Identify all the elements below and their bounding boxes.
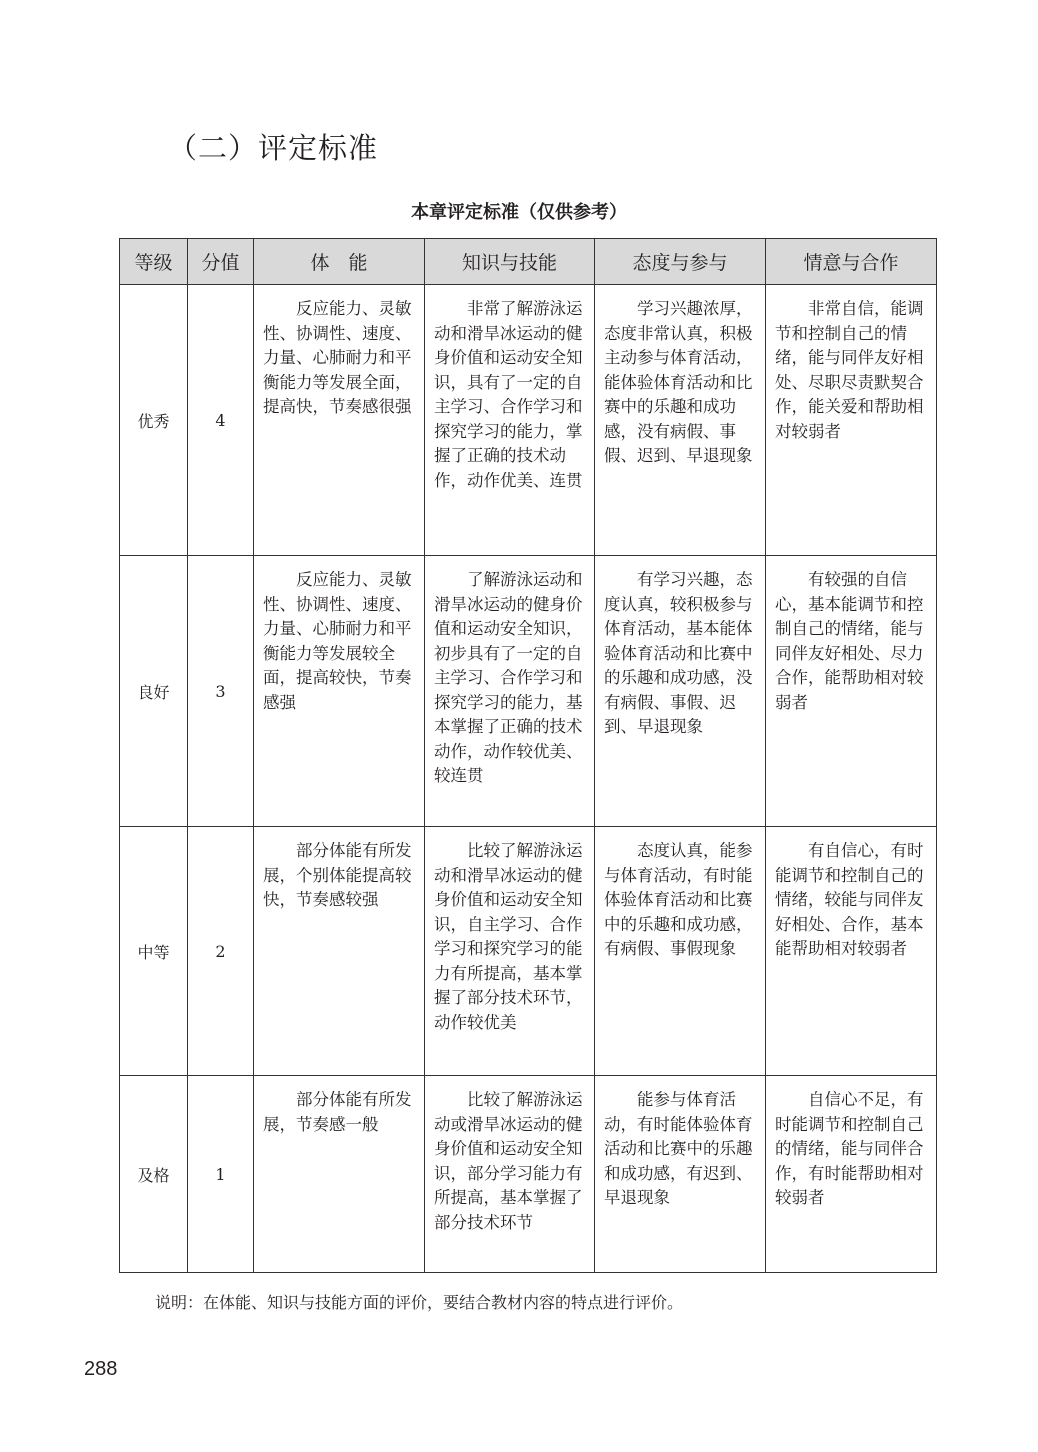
table-row xyxy=(120,556,937,827)
level-cell: 中等 xyxy=(120,827,188,1076)
emotion-cell: 有较强的自信心，基本能调节和控制自己的情绪，能与同伴友好相处、尽力合作，能帮助相对较弱者 xyxy=(766,556,937,827)
physical-cell: 部分体能有所发展，节奏感一般 xyxy=(254,1076,425,1273)
attitude-cell: 能参与体育活动，有时能体验体育活动和比赛中的乐趣和成功感，有迟到、早退现象 xyxy=(595,1076,766,1273)
knowledge-cell: 比较了解游泳运动或滑旱冰运动的健身价值和运动安全知识，部分学习能力有所提高，基本掌握了部分技术环节 xyxy=(425,1076,595,1273)
attitude-cell: 有学习兴趣，态度认真，较积极参与体育活动，基本能体验体育活动和比赛中的乐趣和成功感，没有病假、事假、迟到、早退现象 xyxy=(595,556,766,827)
header-attitude: 态度与参与 xyxy=(595,239,766,285)
physical-cell: 部分体能有所发展，个别体能提高较快，节奏感较强 xyxy=(254,827,425,1076)
table-row xyxy=(120,285,937,556)
score-cell: 1 xyxy=(188,1076,254,1273)
level-cell: 优秀 xyxy=(120,285,188,556)
physical-cell: 反应能力、灵敏性、协调性、速度、力量、心肺耐力和平衡能力等发展较全面，提高较快，节奏感强 xyxy=(254,556,425,827)
table-header-row xyxy=(120,239,937,285)
knowledge-cell: 非常了解游泳运动和滑旱冰运动的健身价值和运动安全知识，具有了一定的自主学习、合作学习和探究学习的能力，掌握了正确的技术动作，动作优美、连贯 xyxy=(425,285,595,556)
page-number: 288 xyxy=(84,1358,118,1380)
level-cell: 及格 xyxy=(120,1076,188,1273)
header-physical: 体 能 xyxy=(254,239,425,285)
emotion-cell: 非常自信，能调节和控制自己的情绪，能与同伴友好相处、尽职尽责默契合作，能关爱和帮助相对较弱者 xyxy=(766,285,937,556)
table-row xyxy=(120,827,937,1076)
attitude-cell: 态度认真，能参与体育活动，有时能体验体育活动和比赛中的乐趣和成功感，有病假、事假现象 xyxy=(595,827,766,1076)
header-level: 等级 xyxy=(120,239,188,285)
table-row xyxy=(120,1076,937,1273)
score-cell: 2 xyxy=(188,827,254,1076)
score-cell: 3 xyxy=(188,556,254,827)
knowledge-cell: 了解游泳运动和滑旱冰运动的健身价值和运动安全知识，初步具有了一定的自主学习、合作学习和探究学习的能力，基本掌握了正确的技术动作，动作较优美、较连贯 xyxy=(425,556,595,827)
note: 说明：在体能、知识与技能方面的评价，要结合教材内容的特点进行评价。 xyxy=(155,1293,684,1312)
knowledge-cell: 比较了解游泳运动和滑旱冰运动的健身价值和运动安全知识，自主学习、合作学习和探究学习的能力有所提高，基本掌握了部分技术环节，动作较优美 xyxy=(425,827,595,1076)
level-cell: 良好 xyxy=(120,556,188,827)
emotion-cell: 有自信心，有时能调节和控制自己的情绪，较能与同伴友好相处、合作，基本能帮助相对较弱者 xyxy=(766,827,937,1076)
table-caption: 本章评定标准（仅供参考） xyxy=(411,202,627,223)
score-cell: 4 xyxy=(188,285,254,556)
header-score: 分值 xyxy=(188,239,254,285)
evaluation-table xyxy=(119,238,937,1273)
section-title: （二）评定标准 xyxy=(168,131,379,165)
emotion-cell: 自信心不足，有时能调节和控制自己的情绪，能与同伴合作，有时能帮助相对较弱者 xyxy=(766,1076,937,1273)
physical-cell: 反应能力、灵敏性、协调性、速度、力量、心肺耐力和平衡能力等发展全面，提高快，节奏感很强 xyxy=(254,285,425,556)
header-knowledge: 知识与技能 xyxy=(425,239,595,285)
header-emotion: 情意与合作 xyxy=(766,239,937,285)
attitude-cell: 学习兴趣浓厚，态度非常认真，积极主动参与体育活动，能体验体育活动和比赛中的乐趣和成功感，没有病假、事假、迟到、早退现象 xyxy=(595,285,766,556)
